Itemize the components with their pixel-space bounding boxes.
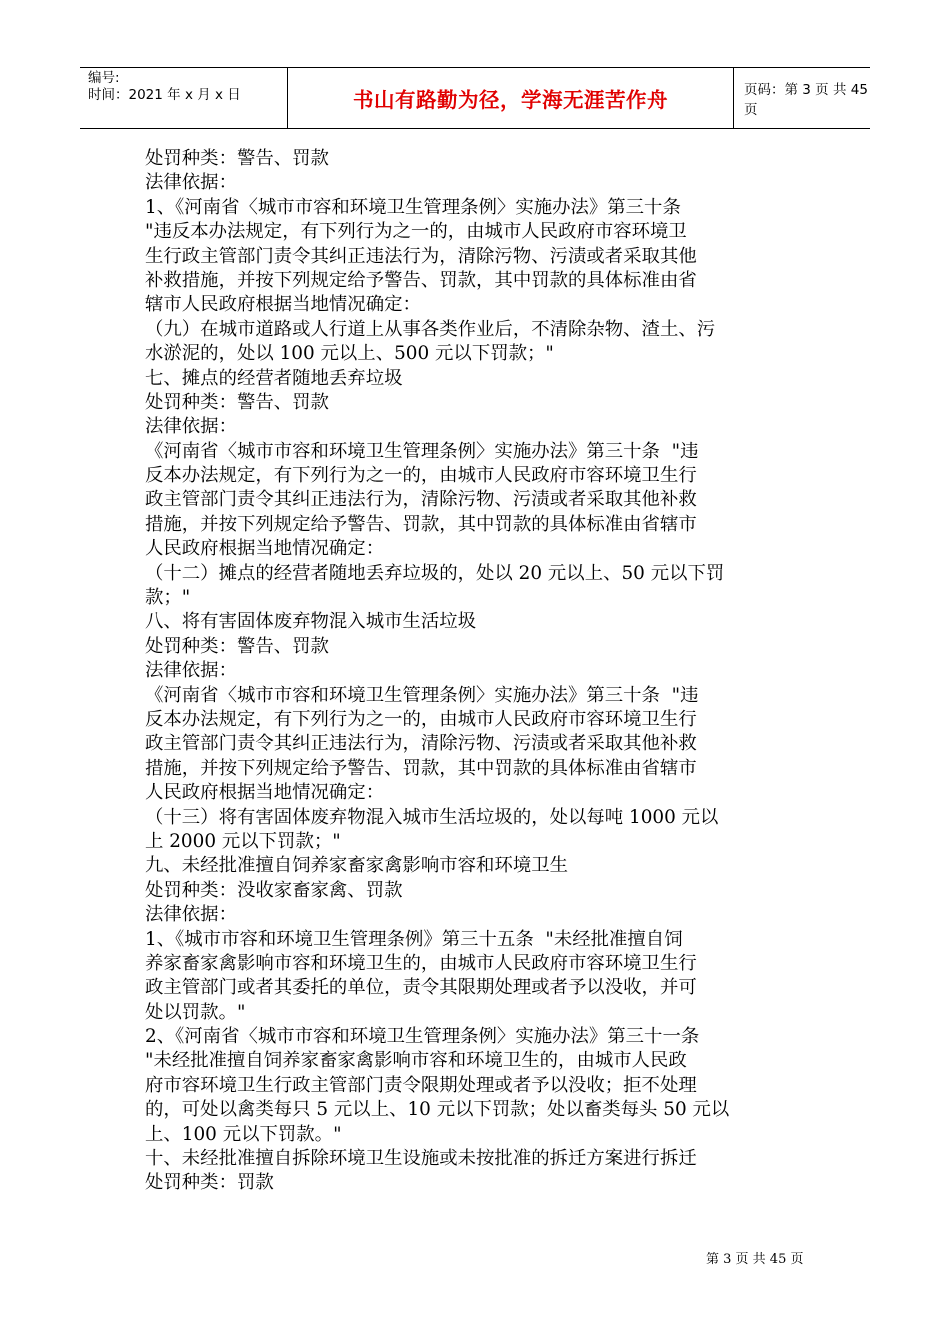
body-text-line: 政主管部门责令其纠正违法行为，清除污物、污渍或者采取其他补救 — [145, 733, 697, 755]
header-motto: 书山有路勤为径，学海无涯苦作舟 — [288, 68, 734, 128]
body-text-line: 措施，并按下列规定给予警告、罚款，其中罚款的具体标准由省辖市 — [145, 513, 697, 535]
body-text-line: 法律依据： — [145, 904, 237, 926]
document-number-label: 编号: — [88, 70, 120, 86]
body-text-line: 处罚种类：警告、罚款 — [145, 391, 329, 413]
body-text-line: （十三）将有害固体废弃物混入城市生活垃圾的，处以每吨 1000 元以 — [145, 806, 719, 828]
body-text-line: 补救措施，并按下列规定给予警告、罚款，其中罚款的具体标准由省 — [145, 269, 697, 291]
body-text-line: 处罚种类：没收家畜家禽、罚款 — [145, 879, 403, 901]
body-text-line: 措施，并按下列规定给予警告、罚款，其中罚款的具体标准由省辖市 — [145, 757, 697, 779]
body-text-line: 生行政主管部门责令其纠正违法行为，清除污物、污渍或者采取其他 — [145, 245, 697, 267]
body-text-line: 反本办法规定，有下列行为之一的，由城市人民政府市容环境卫生行 — [145, 708, 697, 730]
body-text-line: 处罚种类：罚款 — [145, 1172, 274, 1194]
document-time-label: 时间：2021 年 x 月 x 日 — [88, 87, 241, 103]
body-text-line: （十二）摊点的经营者随地丢弃垃圾的，处以 20 元以上、50 元以下罚 — [145, 562, 725, 584]
body-text-line: 的，可处以禽类每只 5 元以上、10 元以下罚款；处以畜类每头 50 元以 — [145, 1099, 730, 1121]
body-text-line: 养家畜家禽影响市容和环境卫生的，由城市人民政府市容环境卫生行 — [145, 952, 697, 974]
body-text-line: 法律依据： — [145, 660, 237, 682]
body-text-line: 十、未经批准擅自拆除环境卫生设施或未按批准的拆迁方案进行拆迁 — [145, 1148, 697, 1170]
body-text-line: "违反本办法规定，有下列行为之一的，由城市人民政府市容环境卫 — [145, 221, 687, 243]
body-text-line: 九、未经批准擅自饲养家畜家禽影响市容和环境卫生 — [145, 855, 568, 877]
body-text-line: 处罚种类：警告、罚款 — [145, 635, 329, 657]
document-body — [145, 147, 815, 1196]
body-text-line: 1、《河南省〈城市市容和环境卫生管理条例〉实施办法》第三十条 — [145, 196, 681, 218]
page-footer-number: 第 3 页 共 45 页 — [706, 1252, 804, 1267]
body-text-line: 水淤泥的，处以 100 元以上、500 元以下罚款；" — [145, 343, 554, 365]
body-text-line: 府市容环境卫生行政主管部门责令限期处理或者予以没收；拒不处理 — [145, 1074, 697, 1096]
body-text-line: 法律依据： — [145, 172, 237, 194]
body-text-line: 人民政府根据当地情况确定： — [145, 538, 385, 560]
body-text-line: 七、摊点的经营者随地丢弃垃圾 — [145, 367, 403, 389]
body-text-line: 八、将有害固体废弃物混入城市生活垃圾 — [145, 611, 477, 633]
body-text-line: 款；" — [145, 587, 191, 609]
body-text-line: "未经批准擅自饲养家畜家禽影响市容和环境卫生的，由城市人民政 — [145, 1050, 687, 1072]
body-text-line: 2、《河南省〈城市市容和环境卫生管理条例〉实施办法》第三十一条 — [145, 1026, 700, 1048]
body-text-line: 上、100 元以下罚款。" — [145, 1123, 342, 1145]
body-text-line: 政主管部门或者其委托的单位，责令其限期处理或者予以没收，并可 — [145, 977, 697, 999]
body-text-line: 处以罚款。" — [145, 1001, 246, 1023]
body-text-line: 《河南省〈城市市容和环境卫生管理条例〉实施办法》第三十条 "违 — [145, 440, 699, 462]
body-text-line: 人民政府根据当地情况确定： — [145, 782, 385, 804]
body-text-line: 反本办法规定，有下列行为之一的，由城市人民政府市容环境卫生行 — [145, 465, 697, 487]
body-text-line: 辖市人民政府根据当地情况确定： — [145, 294, 421, 316]
body-text-line: 1、《城市市容和环境卫生管理条例》第三十五条 "未经批准擅自饲 — [145, 928, 683, 950]
body-text-line: （九）在城市道路或人行道上从事各类作业后，不清除杂物、渣土、污 — [145, 318, 716, 340]
page-header — [80, 67, 870, 129]
body-text-line: 《河南省〈城市市容和环境卫生管理条例〉实施办法》第三十条 "违 — [145, 684, 699, 706]
header-page-number: 页码：第 3 页 共 45 页 — [744, 82, 868, 118]
body-text-line: 上 2000 元以下罚款；" — [145, 830, 341, 852]
body-text-line: 政主管部门责令其纠正违法行为，清除污物、污渍或者采取其他补救 — [145, 489, 697, 511]
header-meta — [80, 68, 288, 128]
body-text-line: 法律依据： — [145, 416, 237, 438]
body-text-line: 处罚种类：警告、罚款 — [145, 148, 329, 169]
